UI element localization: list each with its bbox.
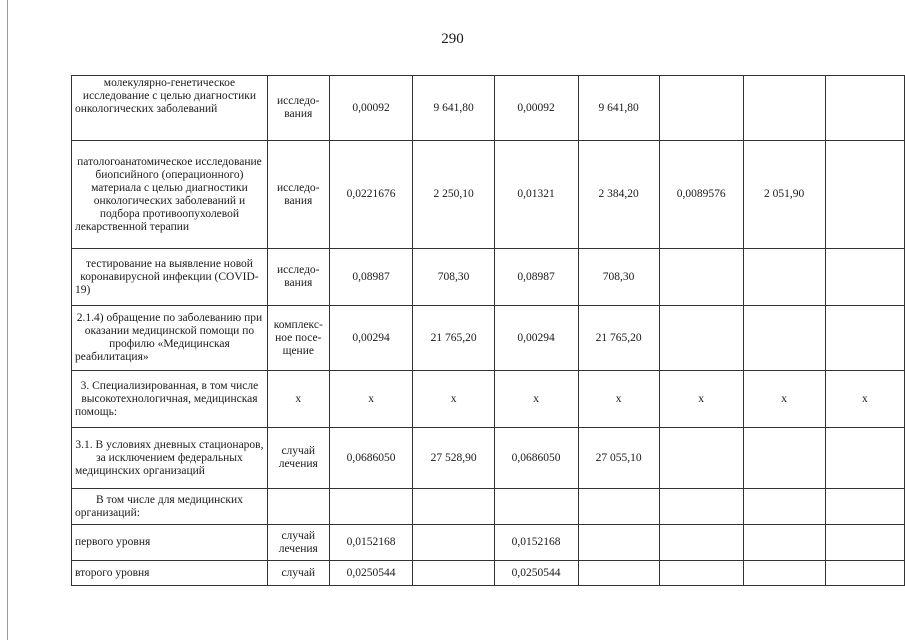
table-cell (743, 525, 825, 561)
table-row (72, 371, 905, 428)
table-cell: х (825, 371, 904, 428)
table-cell: 2 384,20 (578, 141, 659, 249)
table-cell: 2 051,90 (743, 141, 825, 249)
table-cell: 9 641,80 (413, 76, 494, 141)
table-cell (743, 249, 825, 306)
table-cell (659, 561, 743, 586)
row-unit: случай лечения (267, 525, 329, 561)
table-row (72, 249, 905, 306)
table-cell: 0,0686050 (329, 428, 413, 489)
table-cell (494, 489, 578, 525)
table-cell (825, 525, 904, 561)
table-cell: 0,00294 (329, 306, 413, 371)
row-unit: исследо-вания (267, 76, 329, 141)
table-cell: х (578, 371, 659, 428)
table-cell: 0,01321 (494, 141, 578, 249)
table-cell (825, 249, 904, 306)
table-cell: х (413, 371, 494, 428)
table-cell (743, 76, 825, 141)
row-description: первого уровня (72, 525, 268, 561)
row-unit: исследо-вания (267, 249, 329, 306)
table-cell (329, 489, 413, 525)
table-row (72, 525, 905, 561)
row-description: патологоанатомическое исследование биопсийного (операционного) материала с целью диагностики онкологических заболеваний и подбора противоопухолевой лекарственной терапии (72, 141, 268, 249)
left-margin-rule (7, 0, 8, 640)
table-cell (743, 428, 825, 489)
row-description: молекулярно-генетическое исследование с целью диагностики онкологических заболеваний (72, 76, 268, 141)
table-cell (659, 249, 743, 306)
table-cell: 27 055,10 (578, 428, 659, 489)
table-cell (825, 141, 904, 249)
table-cell: 0,0152168 (494, 525, 578, 561)
row-description: тестирование на выявление новой коронавирусной инфекции (COVID-19) (72, 249, 268, 306)
row-description: 3.1. В условиях дневных стационаров, за исключением федеральных медицинских организаций (72, 428, 268, 489)
table-cell (413, 525, 494, 561)
row-unit: случай лечения (267, 428, 329, 489)
row-description: 2.1.4) обращение по заболеванию при оказании медицинской помощи по профилю «Медицинская реабилитация» (72, 306, 268, 371)
table-cell (578, 489, 659, 525)
table-cell: х (743, 371, 825, 428)
table-cell (743, 561, 825, 586)
table-cell (413, 561, 494, 586)
table-cell: 0,00092 (494, 76, 578, 141)
row-description: В том числе для медицинских организаций: (72, 489, 268, 525)
table-cell (578, 525, 659, 561)
row-description: 3. Специализированная, в том числе высокотехнологичная, медицинская помощь: (72, 371, 268, 428)
table-row (72, 561, 905, 586)
row-description: второго уровня (72, 561, 268, 586)
table-cell (659, 428, 743, 489)
table-cell (413, 489, 494, 525)
table-cell (659, 306, 743, 371)
table-row (72, 141, 905, 249)
table-cell: 708,30 (578, 249, 659, 306)
table-cell (659, 525, 743, 561)
table-cell: х (659, 371, 743, 428)
table-cell: 0,0152168 (329, 525, 413, 561)
row-unit: исследо-вания (267, 141, 329, 249)
table-cell: 0,0250544 (329, 561, 413, 586)
table-row (72, 489, 905, 525)
table-cell: 21 765,20 (578, 306, 659, 371)
table-row (72, 428, 905, 489)
row-unit: случай (267, 561, 329, 586)
table-cell (825, 489, 904, 525)
table-cell: 0,08987 (329, 249, 413, 306)
table-cell (743, 489, 825, 525)
table-cell: 2 250,10 (413, 141, 494, 249)
table-cell: 0,0089576 (659, 141, 743, 249)
table-cell (825, 306, 904, 371)
table-cell: 708,30 (413, 249, 494, 306)
table-cell (825, 428, 904, 489)
table-cell: 0,0250544 (494, 561, 578, 586)
table-cell: 0,08987 (494, 249, 578, 306)
row-unit: комплекс-ное посе-щение (267, 306, 329, 371)
row-unit: х (267, 371, 329, 428)
table-cell: 0,0686050 (494, 428, 578, 489)
table-cell (659, 76, 743, 141)
row-unit (267, 489, 329, 525)
table-cell: х (494, 371, 578, 428)
table-cell: 0,0221676 (329, 141, 413, 249)
table-cell (825, 561, 904, 586)
table-cell: 21 765,20 (413, 306, 494, 371)
tariff-table (71, 75, 905, 586)
table-row (72, 306, 905, 371)
page-number: 290 (441, 31, 464, 47)
table-cell: 0,00294 (494, 306, 578, 371)
table-cell (743, 306, 825, 371)
table-cell: 0,00092 (329, 76, 413, 141)
table-cell: 27 528,90 (413, 428, 494, 489)
table-cell (825, 76, 904, 141)
table-cell: х (329, 371, 413, 428)
table-cell (659, 489, 743, 525)
table-row (72, 76, 905, 141)
table-cell (578, 561, 659, 586)
table-cell: 9 641,80 (578, 76, 659, 141)
